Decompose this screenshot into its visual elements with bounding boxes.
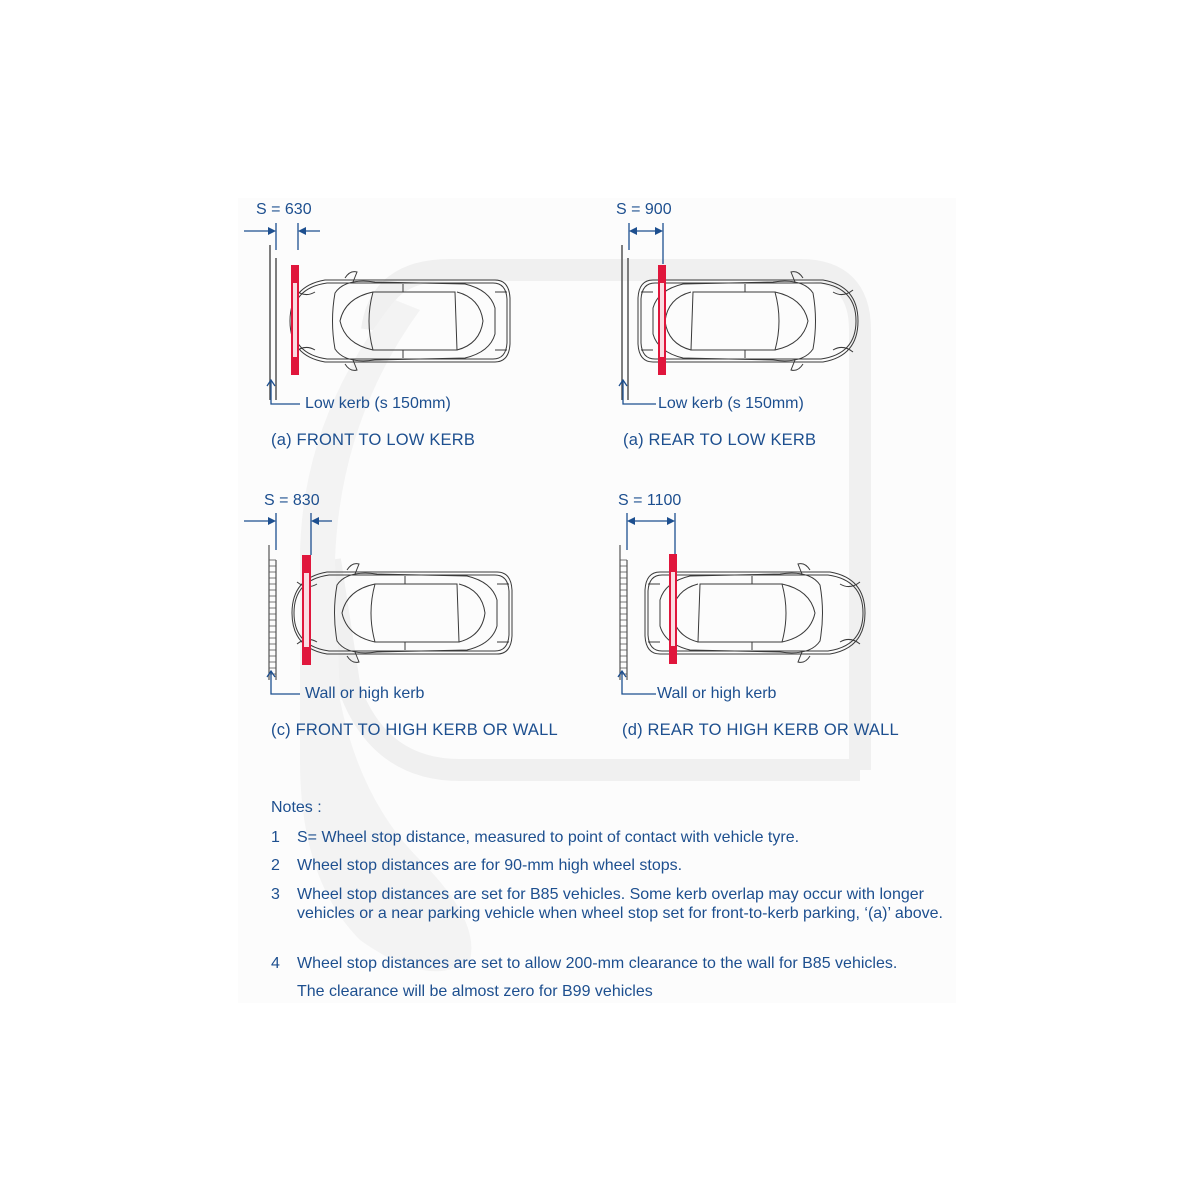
diagram-caption: (d) REAR TO HIGH KERB OR WALL [622, 721, 899, 739]
note-number: 1 [271, 829, 280, 846]
note-text: Wheel stop distances are for 90-mm high wheel stops. [297, 857, 683, 874]
kerb-label: Low kerb (s 150mm) [305, 395, 451, 412]
diagram-caption: (c) FRONT TO HIGH KERB OR WALL [271, 721, 558, 739]
note-text: S= Wheel stop distance, measured to point of contact with vehicle tyre. [297, 829, 800, 846]
wheel-stop-overlap [670, 572, 676, 646]
kerb-label: Wall or high kerb [305, 685, 425, 702]
wheel-stop-overlap [303, 573, 310, 647]
wheel-stop-overlap [292, 283, 298, 357]
wheel-stop-overlap [659, 283, 665, 357]
note-number: 4 [271, 955, 280, 972]
note-text: The clearance will be almost zero for B99 vehicles [297, 983, 653, 1000]
kerb-label: Wall or high kerb [657, 685, 777, 702]
s-distance-label: S = 830 [264, 492, 320, 509]
diagram-caption: (a) FRONT TO LOW KERB [271, 431, 476, 449]
car-rear-facing-kerb-icon [633, 268, 863, 374]
car-front-facing-kerb-icon [285, 268, 515, 374]
s-distance-label: S = 1100 [618, 492, 682, 509]
car-front-facing-wall-icon [287, 560, 517, 666]
diagram-caption: (a) REAR TO LOW KERB [623, 431, 817, 449]
note-number: 2 [271, 857, 280, 874]
note-text: Wheel stop distances are set to allow 200-mm clearance to the wall for B85 vehicles. [297, 955, 898, 972]
kerb-label: Low kerb (s 150mm) [658, 395, 804, 412]
note-text: Wheel stop distances are set for B85 vehicles. Some kerb overlap may occur with longer vehicles or a near parking vehicle when wheel stop set for front-to-kerb parking, ‘(a)’ above. [297, 886, 943, 922]
s-distance-label: S = 900 [616, 201, 672, 218]
notes-title: Notes : [271, 799, 322, 816]
s-distance-label: S = 630 [256, 201, 312, 218]
note-number: 3 [271, 886, 280, 903]
